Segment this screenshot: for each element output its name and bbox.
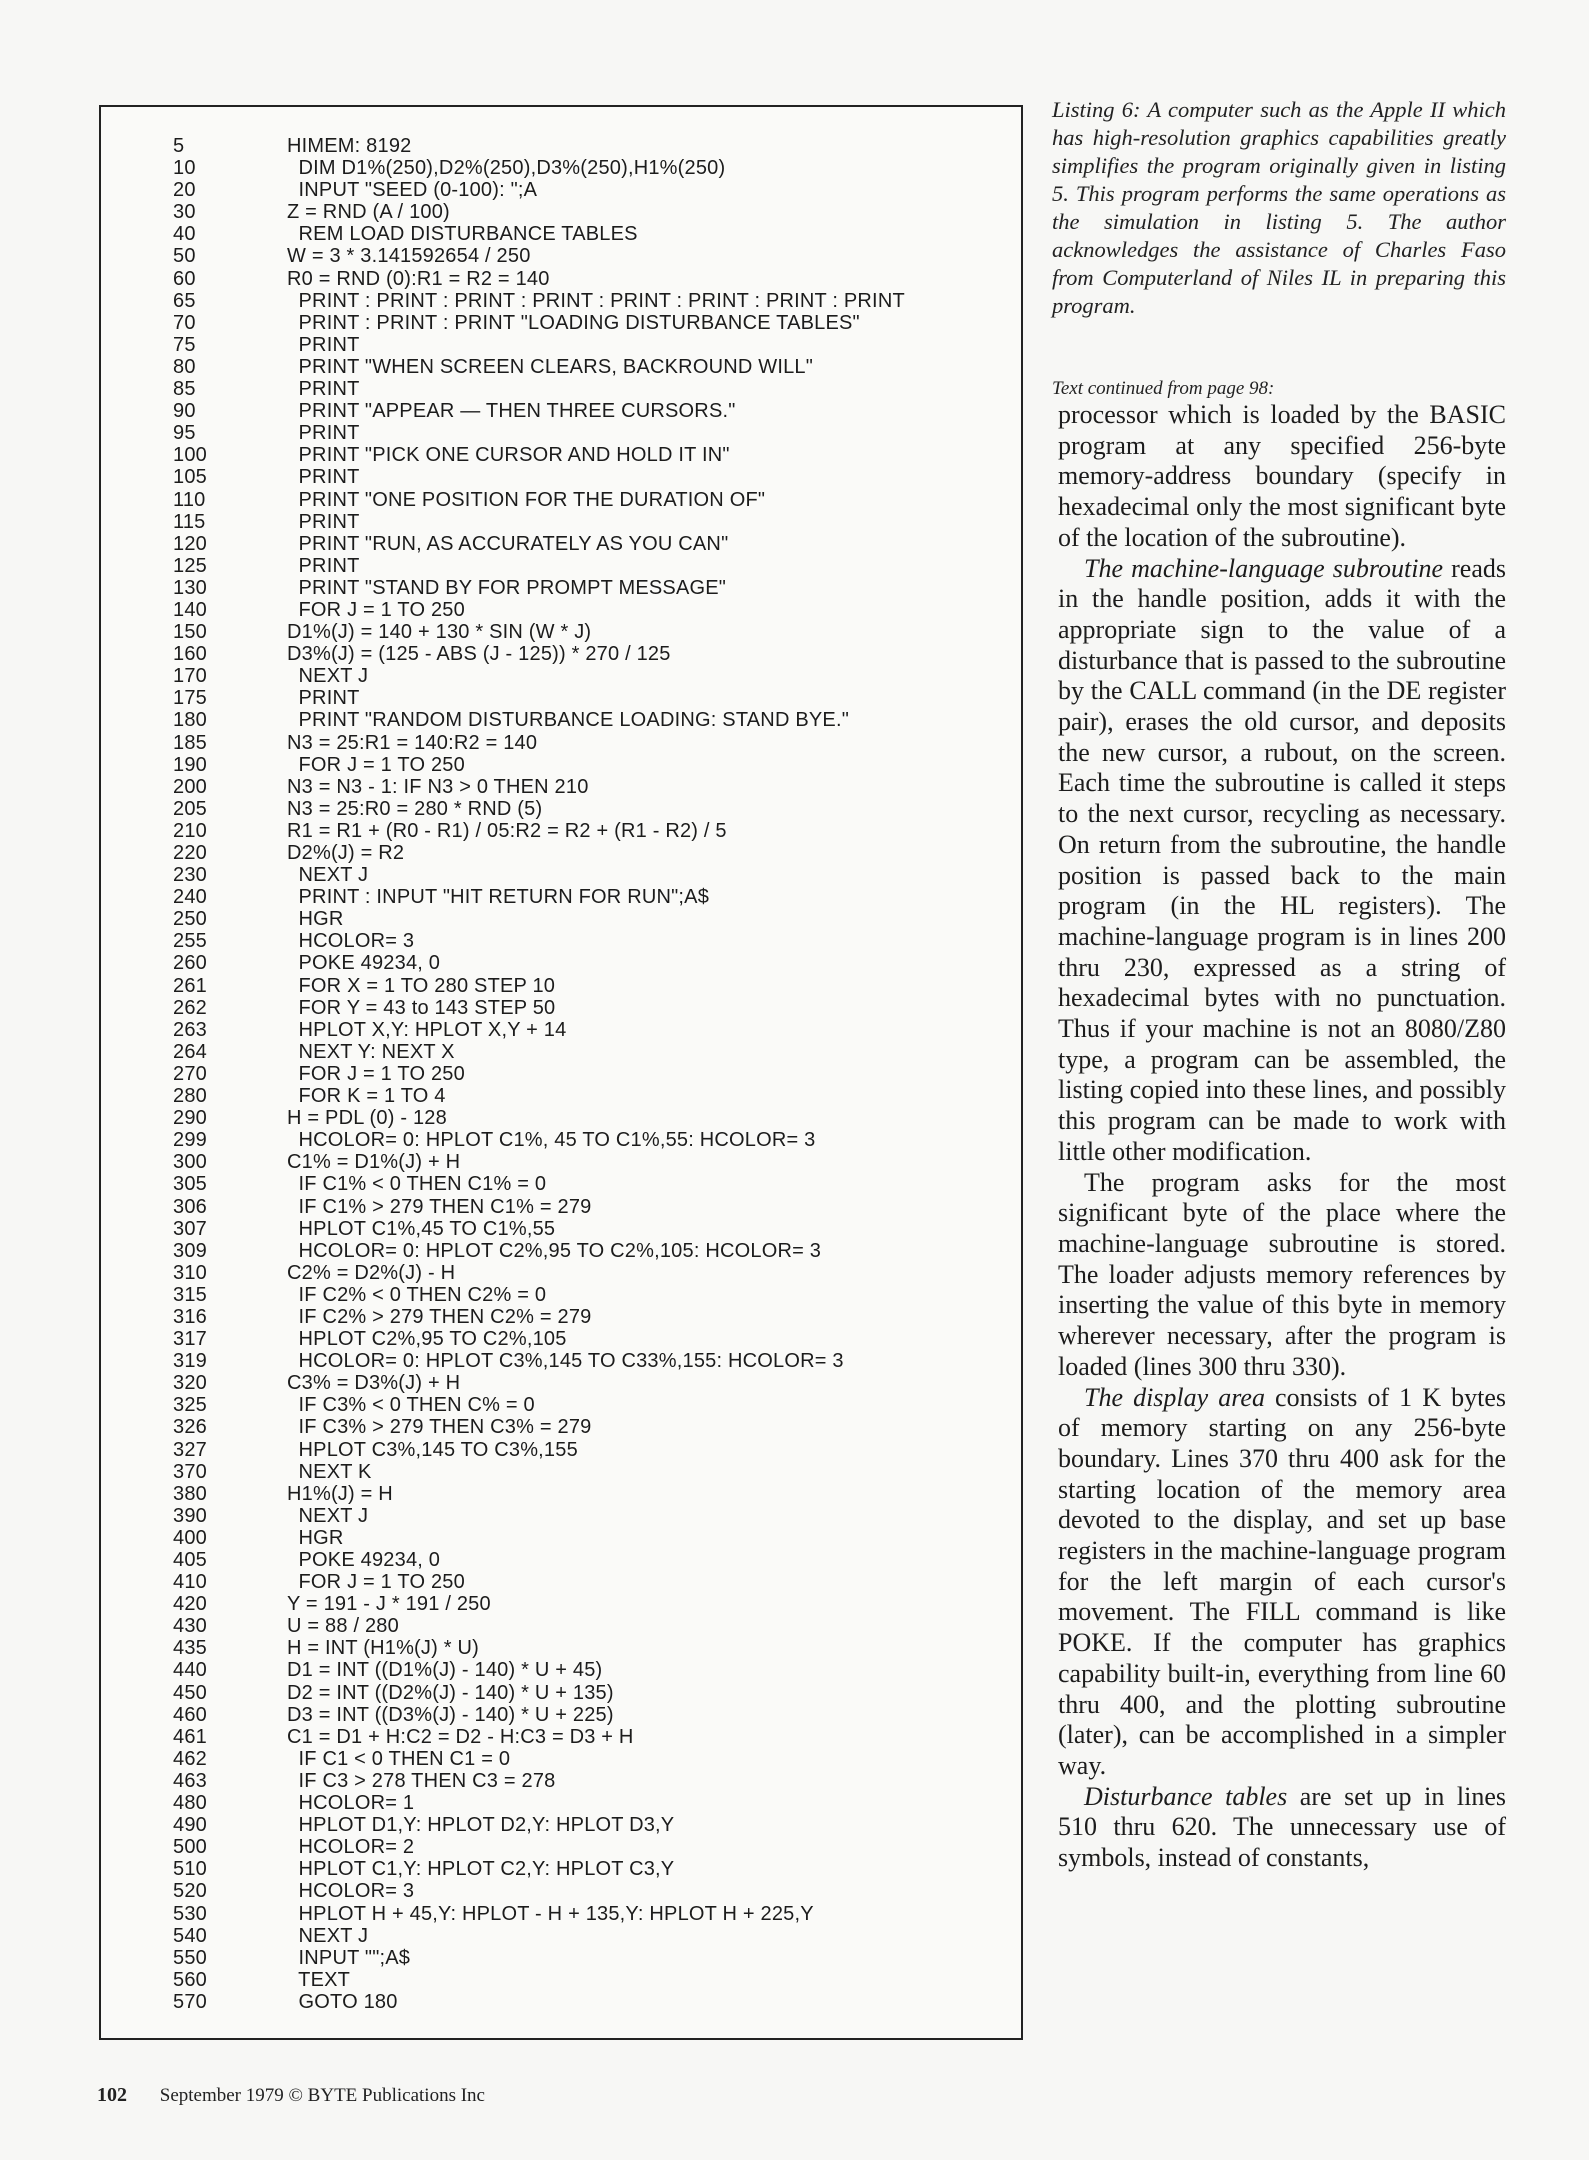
line-statement: HCOLOR= 0: HPLOT C3%,145 TO C33%,155: HCOLOR= 3 xyxy=(287,1350,844,1373)
line-number: 205 xyxy=(173,797,207,820)
listing-line xyxy=(101,732,1021,754)
line-statement: HGR xyxy=(287,908,344,931)
line-statement: PRINT "STAND BY FOR PROMPT MESSAGE" xyxy=(287,576,727,599)
line-statement: HCOLOR= 0: HPLOT C2%,95 TO C2%,105: HCOLOR= 3 xyxy=(287,1239,822,1262)
line-number: 10 xyxy=(173,157,196,180)
line-number: 65 xyxy=(173,289,196,312)
line-number: 80 xyxy=(173,355,196,378)
line-number: 325 xyxy=(173,1394,207,1417)
listing-line xyxy=(101,798,1021,820)
line-number: 85 xyxy=(173,378,196,401)
line-statement: Y = 191 - J * 191 / 250 xyxy=(287,1593,491,1616)
listing-line xyxy=(101,1394,1021,1416)
line-statement: C2% = D2%(J) - H xyxy=(287,1261,456,1284)
listing-line xyxy=(101,1880,1021,1902)
listing-line xyxy=(101,1416,1021,1438)
listing-line xyxy=(101,1792,1021,1814)
line-number: 130 xyxy=(173,576,207,599)
listing-line xyxy=(101,842,1021,864)
line-statement: IF C2% > 279 THEN C2% = 279 xyxy=(287,1305,592,1328)
emphasis-term: The display area xyxy=(1084,1382,1265,1412)
line-statement: W = 3 * 3.141592654 / 250 xyxy=(287,245,531,268)
line-number: 560 xyxy=(173,1968,207,1991)
line-statement: PRINT "PICK ONE CURSOR AND HOLD IT IN" xyxy=(287,444,730,467)
line-number: 261 xyxy=(173,974,207,997)
listing-line xyxy=(101,975,1021,997)
listing-line xyxy=(101,952,1021,974)
line-statement: IF C3% < 0 THEN C% = 0 xyxy=(287,1394,535,1417)
line-statement: PRINT xyxy=(287,378,360,401)
line-statement: D1 = INT ((D1%(J) - 140) * U + 45) xyxy=(287,1659,603,1682)
line-statement: D2 = INT ((D2%(J) - 140) * U + 135) xyxy=(287,1681,614,1704)
line-statement: HCOLOR= 2 xyxy=(287,1836,415,1859)
line-number: 327 xyxy=(173,1438,207,1461)
listing-line xyxy=(101,754,1021,776)
line-statement: REM LOAD DISTURBANCE TABLES xyxy=(287,223,638,246)
listing-line xyxy=(101,1549,1021,1571)
listing-line xyxy=(101,1196,1021,1218)
line-number: 390 xyxy=(173,1504,207,1527)
line-statement: FOR J = 1 TO 250 xyxy=(287,1571,465,1594)
line-number: 326 xyxy=(173,1416,207,1439)
listing-line xyxy=(101,466,1021,488)
line-statement: NEXT J xyxy=(287,1924,369,1947)
line-statement: IF C1% > 279 THEN C1% = 279 xyxy=(287,1195,592,1218)
line-number: 540 xyxy=(173,1924,207,1947)
line-number: 305 xyxy=(173,1173,207,1196)
line-number: 150 xyxy=(173,621,207,644)
line-statement: NEXT J xyxy=(287,1504,369,1527)
listing-line xyxy=(101,1505,1021,1527)
line-statement: FOR K = 1 TO 4 xyxy=(287,1085,446,1108)
listing-line xyxy=(101,268,1021,290)
listing-line xyxy=(101,400,1021,422)
body-paragraph: The program asks for the most significant byte of the place where the machine-language subroutine is stored. The loader adjusts memory references by inserting the value of this byte in memory wherever necessary, after the program is loaded (lines 300 thru 330). xyxy=(1058,1167,1506,1381)
listing-line xyxy=(101,245,1021,267)
line-statement: Z = RND (A / 100) xyxy=(287,201,450,224)
line-number: 450 xyxy=(173,1681,207,1704)
line-statement: PRINT "RANDOM DISTURBANCE LOADING: STAND BYE." xyxy=(287,709,850,732)
page-number: 102 xyxy=(97,2084,127,2106)
listing-line xyxy=(101,312,1021,334)
line-number: 75 xyxy=(173,333,196,356)
line-number: 307 xyxy=(173,1217,207,1240)
line-number: 520 xyxy=(173,1880,207,1903)
line-statement: NEXT K xyxy=(287,1460,372,1483)
listing-code xyxy=(101,135,1021,2013)
listing-line xyxy=(101,820,1021,842)
listing-line xyxy=(101,1107,1021,1129)
line-statement: C1% = D1%(J) + H xyxy=(287,1151,461,1174)
line-number: 380 xyxy=(173,1482,207,1505)
line-statement: TEXT xyxy=(287,1968,351,1991)
line-statement: PRINT xyxy=(287,510,360,533)
line-statement: IF C2% < 0 THEN C2% = 0 xyxy=(287,1283,547,1306)
line-statement: NEXT J xyxy=(287,864,369,887)
line-statement: HPLOT H + 45,Y: HPLOT - H + 135,Y: HPLOT H + 225,Y xyxy=(287,1902,814,1925)
listing-line xyxy=(101,1262,1021,1284)
listing-line xyxy=(101,1704,1021,1726)
line-statement: HCOLOR= 0: HPLOT C1%, 45 TO C1%,55: HCOLOR= 3 xyxy=(287,1129,816,1152)
line-statement: IF C1% < 0 THEN C1% = 0 xyxy=(287,1173,547,1196)
line-statement: H1%(J) = H xyxy=(287,1482,393,1505)
line-number: 530 xyxy=(173,1902,207,1925)
body-paragraph: The machine-language subroutine reads in the handle position, adds it with the appropriate sign to the value of a disturbance that is passed to the subroutine by the CALL command (in the DE register pair), erases the old cursor, and deposits the new cursor, a rubout, on the screen. Each time the subroutine is called it steps to the next cursor, recycling as necessary. On return from the subroutine, the handle position is passed back to the main program (in the HL registers). The machine-language program is in lines 200 thru 230, expressed as a string of hexadecimal bytes with no punctuation. Thus if your machine is not an 8080/Z80 type, a program can be assembled, the listing copied into these lines, and possibly this program can be made to work with little other modification. xyxy=(1058,553,1506,1166)
listing-line xyxy=(101,1991,1021,2013)
line-statement: FOR J = 1 TO 250 xyxy=(287,1062,465,1085)
line-number: 185 xyxy=(173,731,207,754)
line-statement: POKE 49234, 0 xyxy=(287,1549,441,1571)
listing-line xyxy=(101,1947,1021,1969)
line-statement: N3 = 25:R1 = 140:R2 = 140 xyxy=(287,731,538,754)
listing-line xyxy=(101,1682,1021,1704)
listing-caption: Listing 6: A computer such as the Apple II which has high-resolution graphics capabilities greatly simplifies the program originally given in listing 5. This program performs the same operations as the simulation in listing 5. The author acknowledges the assistance of Charles Faso from Computerland of Niles IL in preparing this program. xyxy=(1052,97,1506,318)
body-paragraph: Disturbance tables are set up in lines 510 thru 620. The unnecessary use of symbols, instead of constants, xyxy=(1058,1781,1506,1873)
listing-line xyxy=(101,1306,1021,1328)
page-footer xyxy=(97,2084,485,2107)
line-statement: FOR Y = 43 to 143 STEP 50 xyxy=(287,996,556,1019)
line-statement: GOTO 180 xyxy=(287,1990,398,2013)
listing-line xyxy=(101,1350,1021,1372)
listing-line xyxy=(101,1218,1021,1240)
line-statement: IF C1 < 0 THEN C1 = 0 xyxy=(287,1747,511,1770)
line-number: 480 xyxy=(173,1792,207,1815)
listing-line xyxy=(101,930,1021,952)
line-statement: R0 = RND (0):R1 = R2 = 140 xyxy=(287,267,550,290)
line-number: 170 xyxy=(173,665,207,688)
line-number: 255 xyxy=(173,930,207,953)
line-statement: R1 = R1 + (R0 - R1) / 05:R2 = R2 + (R1 - R2) / 5 xyxy=(287,819,727,842)
listing-line xyxy=(101,356,1021,378)
line-number: 262 xyxy=(173,996,207,1019)
line-statement: HCOLOR= 3 xyxy=(287,930,415,953)
line-number: 500 xyxy=(173,1836,207,1859)
line-statement: PRINT xyxy=(287,554,360,577)
line-number: 309 xyxy=(173,1239,207,1262)
listing-line xyxy=(101,1770,1021,1792)
listing-line xyxy=(101,179,1021,201)
line-number: 510 xyxy=(173,1858,207,1881)
line-statement: DIM D1%(250),D2%(250),D3%(250),H1%(250) xyxy=(287,157,726,180)
line-number: 40 xyxy=(173,223,196,246)
line-statement: FOR J = 1 TO 250 xyxy=(287,598,465,621)
line-statement: N3 = 25:R0 = 280 * RND (5) xyxy=(287,797,543,820)
line-statement: U = 88 / 280 xyxy=(287,1615,399,1638)
listing-line xyxy=(101,886,1021,908)
line-statement: PRINT "WHEN SCREEN CLEARS, BACKROUND WILL" xyxy=(287,355,814,378)
listing-line xyxy=(101,1836,1021,1858)
listing-line xyxy=(101,223,1021,245)
line-number: 370 xyxy=(173,1460,207,1483)
emphasis-term: Disturbance tables xyxy=(1084,1781,1288,1811)
listing-line xyxy=(101,1615,1021,1637)
listing-line xyxy=(101,997,1021,1019)
line-number: 320 xyxy=(173,1372,207,1395)
line-statement: D1%(J) = 140 + 130 * SIN (W * J) xyxy=(287,621,592,644)
line-statement: D3 = INT ((D3%(J) - 140) * U + 225) xyxy=(287,1703,614,1726)
listing-line xyxy=(101,1571,1021,1593)
line-number: 60 xyxy=(173,267,196,290)
line-number: 70 xyxy=(173,311,196,334)
line-number: 210 xyxy=(173,819,207,842)
listing-line xyxy=(101,1129,1021,1151)
line-statement: H = INT (H1%(J) * U) xyxy=(287,1637,479,1660)
line-number: 175 xyxy=(173,687,207,710)
line-number: 250 xyxy=(173,908,207,931)
listing-line xyxy=(101,533,1021,555)
listing-line xyxy=(101,511,1021,533)
line-number: 460 xyxy=(173,1703,207,1726)
line-number: 160 xyxy=(173,643,207,666)
listing-line xyxy=(101,444,1021,466)
listing-line xyxy=(101,665,1021,687)
line-number: 400 xyxy=(173,1526,207,1549)
listing-line xyxy=(101,1173,1021,1195)
line-number: 550 xyxy=(173,1946,207,1969)
line-number: 430 xyxy=(173,1615,207,1638)
listing-line xyxy=(101,1593,1021,1615)
line-statement: HPLOT C1%,45 TO C1%,55 xyxy=(287,1217,556,1240)
line-number: 280 xyxy=(173,1085,207,1108)
line-statement: PRINT : PRINT : PRINT "LOADING DISTURBANCE TABLES" xyxy=(287,311,860,334)
line-number: 190 xyxy=(173,753,207,776)
line-number: 30 xyxy=(173,201,196,224)
line-statement: PRINT "RUN, AS ACCURATELY AS YOU CAN" xyxy=(287,532,729,555)
line-statement: PRINT xyxy=(287,687,360,710)
line-number: 120 xyxy=(173,532,207,555)
line-number: 115 xyxy=(173,510,206,533)
listing-line xyxy=(101,290,1021,312)
listing-line xyxy=(101,135,1021,157)
listing-line xyxy=(101,1748,1021,1770)
line-statement: HPLOT X,Y: HPLOT X,Y + 14 xyxy=(287,1018,567,1041)
line-statement: H = PDL (0) - 128 xyxy=(287,1107,447,1130)
listing-line xyxy=(101,1085,1021,1107)
line-statement: IF C3 > 278 THEN C3 = 278 xyxy=(287,1769,556,1792)
line-number: 5 xyxy=(173,135,185,157)
line-number: 316 xyxy=(173,1305,207,1328)
line-statement: NEXT J xyxy=(287,665,369,688)
line-statement: HCOLOR= 3 xyxy=(287,1880,415,1903)
listing-line xyxy=(101,709,1021,731)
listing-line xyxy=(101,1372,1021,1394)
line-statement: N3 = N3 - 1: IF N3 > 0 THEN 210 xyxy=(287,775,589,798)
line-number: 200 xyxy=(173,775,207,798)
line-statement: PRINT "APPEAR — THEN THREE CURSORS." xyxy=(287,400,736,423)
listing-line xyxy=(101,1284,1021,1306)
listing-line xyxy=(101,1461,1021,1483)
line-number: 50 xyxy=(173,245,196,268)
line-statement: C3% = D3%(J) + H xyxy=(287,1372,461,1395)
line-number: 490 xyxy=(173,1814,207,1837)
listing-line xyxy=(101,1637,1021,1659)
listing-line xyxy=(101,908,1021,930)
line-number: 90 xyxy=(173,400,196,423)
listing-line xyxy=(101,1151,1021,1173)
listing-line xyxy=(101,1483,1021,1505)
line-statement: INPUT "SEED (0-100): ";A xyxy=(287,179,538,202)
line-statement: INPUT "";A$ xyxy=(287,1946,411,1969)
listing-line xyxy=(101,1328,1021,1350)
body-paragraph: processor which is loaded by the BASIC program at any specified 256-byte memory-address boundary (specify in hexadecimal only the most significant byte of the location of the subroutine). xyxy=(1058,400,1506,552)
line-number: 180 xyxy=(173,709,207,732)
article-body xyxy=(1058,400,1506,1874)
listing-line xyxy=(101,577,1021,599)
line-statement: NEXT Y: NEXT X xyxy=(287,1040,455,1063)
listing-line xyxy=(101,201,1021,223)
line-number: 570 xyxy=(173,1990,207,2013)
line-statement: FOR J = 1 TO 250 xyxy=(287,753,465,776)
line-number: 100 xyxy=(173,444,207,467)
line-number: 125 xyxy=(173,554,207,577)
line-number: 264 xyxy=(173,1040,207,1063)
listing-line xyxy=(101,555,1021,577)
line-number: 299 xyxy=(173,1129,207,1152)
listing-line xyxy=(101,1925,1021,1947)
listing-line xyxy=(101,378,1021,400)
line-statement: IF C3% > 279 THEN C3% = 279 xyxy=(287,1416,592,1439)
listing-line xyxy=(101,1903,1021,1925)
line-number: 300 xyxy=(173,1151,207,1174)
line-number: 463 xyxy=(173,1769,207,1792)
line-number: 405 xyxy=(173,1549,207,1571)
listing-line xyxy=(101,1527,1021,1549)
listing-line xyxy=(101,864,1021,886)
listing-line xyxy=(101,1814,1021,1836)
line-number: 230 xyxy=(173,864,207,887)
line-number: 220 xyxy=(173,842,207,864)
line-statement: PRINT xyxy=(287,333,360,356)
line-statement: PRINT : PRINT : PRINT : PRINT : PRINT : PRINT : PRINT : PRINT xyxy=(287,289,905,312)
line-number: 317 xyxy=(173,1328,207,1351)
line-statement: HPLOT C1,Y: HPLOT C2,Y: HPLOT C3,Y xyxy=(287,1858,675,1881)
line-number: 263 xyxy=(173,1018,207,1041)
footer-text: September 1979 © BYTE Publications Inc xyxy=(159,2085,485,2106)
line-statement: POKE 49234, 0 xyxy=(287,952,441,975)
listing-line xyxy=(101,1659,1021,1681)
listing-line xyxy=(101,687,1021,709)
listing-line xyxy=(101,1969,1021,1991)
listing-line xyxy=(101,1063,1021,1085)
listing-line xyxy=(101,1019,1021,1041)
line-statement: PRINT xyxy=(287,466,360,489)
listing-line xyxy=(101,1240,1021,1262)
line-statement: HPLOT C3%,145 TO C3%,155 xyxy=(287,1438,578,1461)
line-statement: D3%(J) = (125 - ABS (J - 125)) * 270 / 125 xyxy=(287,643,671,666)
listing-line xyxy=(101,334,1021,356)
line-number: 95 xyxy=(173,422,196,445)
listing-line xyxy=(101,157,1021,179)
listing-line xyxy=(101,776,1021,798)
listing-line xyxy=(101,621,1021,643)
listing-line xyxy=(101,599,1021,621)
line-statement: PRINT xyxy=(287,422,360,445)
line-number: 306 xyxy=(173,1195,207,1218)
listing-line xyxy=(101,422,1021,444)
line-number: 260 xyxy=(173,952,207,975)
listing-line xyxy=(101,489,1021,511)
line-number: 290 xyxy=(173,1107,207,1130)
listing-line xyxy=(101,1439,1021,1461)
listing-line xyxy=(101,1041,1021,1063)
line-number: 270 xyxy=(173,1062,207,1085)
line-statement: HPLOT C2%,95 TO C2%,105 xyxy=(287,1328,567,1351)
line-number: 105 xyxy=(173,466,207,489)
body-paragraph: The display area consists of 1 K bytes of memory starting on any 256-byte boundary. Lines 370 thru 400 ask for the starting location of the memory area devoted to the display, and set up base registers in the machine-language program for the left margin of each cursor's movement. The FILL command is like POKE. If the computer has graphics capability built-in, everything from line 60 thru 400, and the plotting subroutine (later), can be accomplished in a simpler way. xyxy=(1058,1382,1506,1780)
line-number: 410 xyxy=(173,1571,207,1594)
line-number: 140 xyxy=(173,598,207,621)
line-number: 110 xyxy=(173,488,206,511)
line-number: 315 xyxy=(173,1283,207,1306)
listing-line xyxy=(101,1726,1021,1748)
line-number: 435 xyxy=(173,1637,207,1660)
line-number: 310 xyxy=(173,1261,207,1284)
line-number: 319 xyxy=(173,1350,207,1373)
line-statement: HGR xyxy=(287,1526,344,1549)
listing-line xyxy=(101,643,1021,665)
line-statement: HCOLOR= 1 xyxy=(287,1792,415,1815)
program-listing xyxy=(99,105,1023,2040)
line-statement: PRINT : INPUT "HIT RETURN FOR RUN";A$ xyxy=(287,886,710,909)
line-statement: C1 = D1 + H:C2 = D2 - H:C3 = D3 + H xyxy=(287,1725,634,1748)
line-number: 420 xyxy=(173,1593,207,1616)
line-number: 240 xyxy=(173,886,207,909)
line-number: 461 xyxy=(173,1725,207,1748)
line-number: 20 xyxy=(173,179,196,202)
emphasis-term: The machine-language subroutine xyxy=(1084,553,1444,583)
line-statement: PRINT "ONE POSITION FOR THE DURATION OF" xyxy=(287,488,766,511)
continued-label: Text continued from page 98: xyxy=(1052,378,1275,399)
line-number: 462 xyxy=(173,1747,207,1770)
line-statement: D2%(J) = R2 xyxy=(287,842,405,864)
listing-line xyxy=(101,1858,1021,1880)
line-statement: FOR X = 1 TO 280 STEP 10 xyxy=(287,974,556,997)
line-number: 440 xyxy=(173,1659,207,1682)
line-statement: HPLOT D1,Y: HPLOT D2,Y: HPLOT D3,Y xyxy=(287,1814,675,1837)
line-statement: HIMEM: 8192 xyxy=(287,135,412,157)
